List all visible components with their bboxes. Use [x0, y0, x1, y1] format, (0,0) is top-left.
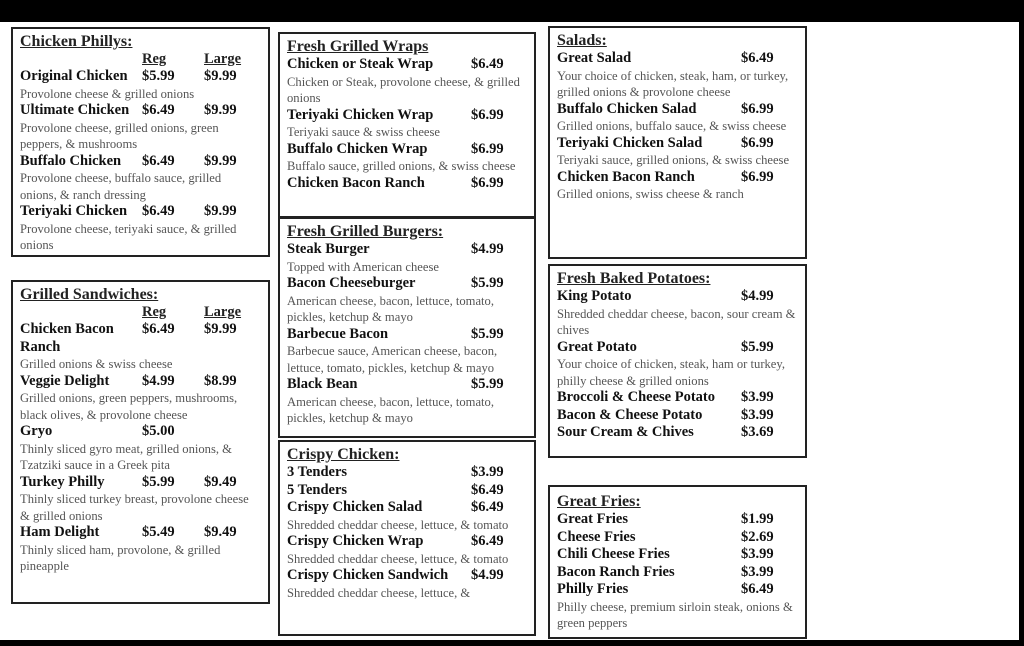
item-name: Bacon Ranch Fries	[557, 563, 675, 580]
item-description: Shredded cheddar cheese, lettuce, & tomato	[287, 551, 509, 566]
item-name: Chicken Bacon Ranch	[20, 321, 114, 355]
item-price: $8.99	[204, 372, 237, 389]
item-name: Buffalo Chicken Wrap	[287, 140, 428, 157]
item-price: $9.49	[204, 524, 237, 540]
item-price: $3.69	[741, 424, 774, 440]
menu-item	[557, 389, 805, 407]
item-price: $3.99	[471, 464, 504, 480]
item-name: Ultimate Chicken	[20, 102, 130, 118]
menu-section	[548, 26, 807, 259]
menu-item	[287, 482, 534, 500]
item-name: Bacon & Cheese Potato	[557, 406, 703, 423]
item-price: $6.49	[142, 321, 175, 337]
item-name: Chicken Bacon Ranch	[287, 174, 425, 191]
item-description: Buffalo sauce, grilled onions, & swiss cheese	[287, 159, 516, 173]
item-price: $4.99	[741, 288, 774, 304]
item-price: $9.99	[204, 321, 237, 337]
item-description: Provolone cheese, teriyaki sauce, & grilled onions	[20, 221, 237, 252]
section-title: Fresh Grilled Wraps	[287, 38, 429, 55]
item-name: Black Bean	[287, 376, 358, 392]
item-description: Your choice of chicken, steak, ham, or turkey, grilled onions & provolone cheese	[557, 68, 789, 99]
item-description: Thinly sliced turkey breast, provolone cheese & grilled onions	[20, 492, 249, 523]
item-description: American cheese, bacon, lettuce, tomato, pickles, ketchup & mayo	[287, 394, 495, 425]
item-description: Barbecue sauce, American cheese, bacon, lettuce, tomato, pickles, ketchup & mayo	[287, 344, 498, 375]
item-price: $9.99	[204, 102, 237, 118]
item-price: $9.99	[204, 203, 237, 219]
item-name: Teriyaki Chicken Salad	[557, 134, 703, 151]
menu-item	[557, 581, 805, 599]
menu-section	[11, 280, 270, 604]
item-description: Topped with American cheese	[287, 259, 439, 274]
item-description: Chicken or Steak, provolone cheese, & grilled onions	[287, 74, 520, 105]
item-name: Turkey Philly	[20, 473, 105, 490]
menu-section	[278, 32, 536, 218]
menu-item	[557, 424, 805, 442]
item-price: $6.99	[471, 140, 504, 157]
item-price: $3.99	[741, 389, 774, 405]
menu-item	[287, 499, 534, 517]
section-title: Fresh Grilled Burgers:	[287, 223, 444, 240]
item-description: Shredded cheddar cheese, lettuce, & tomato	[287, 517, 509, 532]
item-price: $4.99	[471, 567, 504, 583]
menu-item	[287, 464, 534, 482]
item-price: $6.49	[471, 481, 504, 498]
menu-item	[557, 288, 805, 306]
price-column-header	[20, 304, 268, 321]
section-title: Salads:	[557, 32, 607, 49]
item-price: $6.49	[471, 499, 504, 515]
menu-item	[557, 169, 805, 187]
item-name: Crispy Chicken Sandwich	[287, 567, 449, 583]
item-price: $6.99	[471, 174, 504, 191]
item-price: $5.99	[741, 338, 774, 355]
item-description: Provolone cheese, buffalo sauce, grilled onions, & ranch dressing	[20, 171, 222, 202]
item-name: Barbecue Bacon	[287, 325, 389, 342]
menu-item	[557, 50, 805, 68]
menu-item	[557, 407, 805, 425]
item-name: Philly Fries	[557, 581, 629, 597]
item-price: $6.49	[471, 533, 504, 549]
item-price: $6.49	[471, 56, 504, 72]
menu-section	[548, 264, 807, 458]
item-price: $3.99	[741, 563, 774, 580]
item-description: Grilled onions, buffalo sauce, & swiss cheese	[557, 119, 787, 133]
item-price: $6.99	[741, 168, 774, 185]
item-description: Provolone cheese & grilled onions	[20, 86, 195, 101]
item-name: Ham Delight	[20, 524, 100, 540]
item-price: $4.99	[142, 372, 175, 389]
menu-item	[287, 567, 534, 585]
item-description: Shredded cheddar cheese, lettuce, &	[287, 585, 471, 600]
item-price: $5.49	[142, 524, 175, 540]
menu-item	[20, 474, 268, 492]
item-description: Thinly sliced ham, provolone, & grilled pineapple	[20, 542, 221, 573]
item-price: $5.00	[142, 423, 175, 439]
item-description: Philly cheese, premium sirloin steak, onions & green peppers	[557, 599, 793, 630]
menu-item	[557, 135, 805, 153]
spacer	[20, 51, 142, 68]
item-price: $5.99	[471, 275, 504, 291]
item-name: Veggie Delight	[20, 372, 110, 389]
menu-item	[20, 321, 268, 356]
item-name: Teriyaki Chicken Wrap	[287, 106, 434, 123]
menu-item	[20, 203, 268, 221]
item-name: King Potato	[557, 288, 632, 304]
item-price: $1.99	[741, 511, 774, 527]
item-name: Steak Burger	[287, 241, 370, 257]
menu-item	[287, 175, 534, 193]
item-description: Grilled onions & swiss cheese	[20, 357, 173, 371]
item-price: $6.99	[471, 106, 504, 123]
item-name: Teriyaki Chicken	[20, 203, 128, 219]
item-price: $6.49	[741, 581, 774, 597]
menu-item	[287, 141, 534, 159]
item-name: Buffalo Chicken Salad	[557, 100, 697, 117]
item-price: $3.99	[741, 406, 774, 423]
item-name: 3 Tenders	[287, 464, 348, 480]
item-price: $6.99	[741, 134, 774, 151]
menu-item	[557, 529, 805, 547]
item-description: Teriyaki sauce, grilled onions, & swiss cheese	[557, 153, 790, 167]
menu-item	[287, 107, 534, 125]
item-description: Thinly sliced gyro meat, grilled onions, & Tzatziki sauce in a Greek pita	[20, 441, 232, 472]
item-price: $9.99	[204, 152, 237, 169]
item-name: Crispy Chicken Salad	[287, 499, 423, 515]
item-price: $9.49	[204, 473, 237, 490]
item-price: $6.49	[142, 152, 175, 169]
menu-section	[11, 27, 270, 257]
item-name: Original Chicken	[20, 68, 128, 84]
menu-item	[287, 376, 534, 394]
menu-section	[548, 485, 807, 639]
menu-page	[0, 22, 1019, 640]
section-title: Fresh Baked Potatoes:	[557, 270, 711, 287]
menu-item	[287, 241, 534, 259]
column-label: Large	[204, 304, 242, 320]
item-name: Chili Cheese Fries	[557, 546, 670, 562]
price-column-header	[20, 51, 268, 68]
menu-item	[557, 564, 805, 582]
item-description: Grilled onions, swiss cheese & ranch	[557, 187, 744, 201]
menu-item	[557, 511, 805, 529]
item-price: $5.99	[142, 473, 175, 490]
item-price: $5.99	[471, 325, 504, 342]
item-name: Sour Cream & Chives	[557, 424, 694, 440]
item-description: Your choice of chicken, steak, ham or turkey, philly cheese & grilled onions	[557, 357, 786, 388]
item-name: Great Fries	[557, 511, 628, 527]
item-name: Broccoli & Cheese Potato	[557, 389, 715, 405]
item-name: 5 Tenders	[287, 481, 348, 498]
item-name: Buffalo Chicken	[20, 152, 122, 169]
item-name: Chicken Bacon Ranch	[557, 168, 695, 185]
menu-item	[287, 275, 534, 293]
menu-item	[20, 423, 268, 441]
section-title: Crispy Chicken:	[287, 446, 400, 463]
column-label: Reg	[142, 51, 167, 67]
column-label: Large	[204, 51, 242, 67]
item-description: Provolone cheese, grilled onions, green peppers, & mushrooms	[20, 120, 219, 151]
item-price: $6.99	[741, 100, 774, 117]
item-price: $6.49	[142, 203, 175, 219]
section-title: Grilled Sandwiches:	[20, 286, 159, 303]
item-price: $5.99	[142, 68, 175, 84]
menu-item	[20, 102, 268, 120]
menu-item	[20, 68, 268, 86]
item-price: $6.49	[142, 102, 175, 118]
menu-item	[557, 101, 805, 119]
item-name: Chicken or Steak Wrap	[287, 56, 434, 72]
menu-item	[20, 524, 268, 542]
menu-item	[557, 339, 805, 357]
menu-item	[287, 326, 534, 344]
menu-item	[20, 373, 268, 391]
item-name: Gryo	[20, 423, 53, 439]
item-description: Grilled onions, green peppers, mushrooms, black olives, & provolone cheese	[20, 391, 238, 422]
item-name: Cheese Fries	[557, 528, 636, 545]
item-name: Great Potato	[557, 338, 637, 355]
section-title: Great Fries:	[557, 493, 641, 510]
spacer	[20, 304, 142, 321]
menu-item	[287, 533, 534, 551]
item-price: $4.99	[471, 241, 504, 257]
item-price: $2.69	[741, 528, 774, 545]
menu-item	[20, 153, 268, 171]
item-name: Great Salad	[557, 50, 632, 66]
section-title: Chicken Phillys:	[20, 33, 133, 50]
item-price: $9.99	[204, 68, 237, 84]
menu-section	[278, 440, 536, 636]
item-description: Teriyaki sauce & swiss cheese	[287, 125, 440, 139]
menu-item	[557, 546, 805, 564]
item-price: $6.49	[741, 50, 774, 66]
item-price: $5.99	[471, 376, 504, 392]
menu-item	[287, 56, 534, 74]
item-name: Bacon Cheeseburger	[287, 275, 416, 291]
item-description: Shredded cheddar cheese, bacon, sour cream & chives	[557, 306, 796, 337]
item-price: $3.99	[741, 546, 774, 562]
item-description: American cheese, bacon, lettuce, tomato, pickles, ketchup & mayo	[287, 293, 495, 324]
menu-section	[278, 217, 536, 438]
item-name: Crispy Chicken Wrap	[287, 533, 424, 549]
column-label: Reg	[142, 304, 167, 320]
